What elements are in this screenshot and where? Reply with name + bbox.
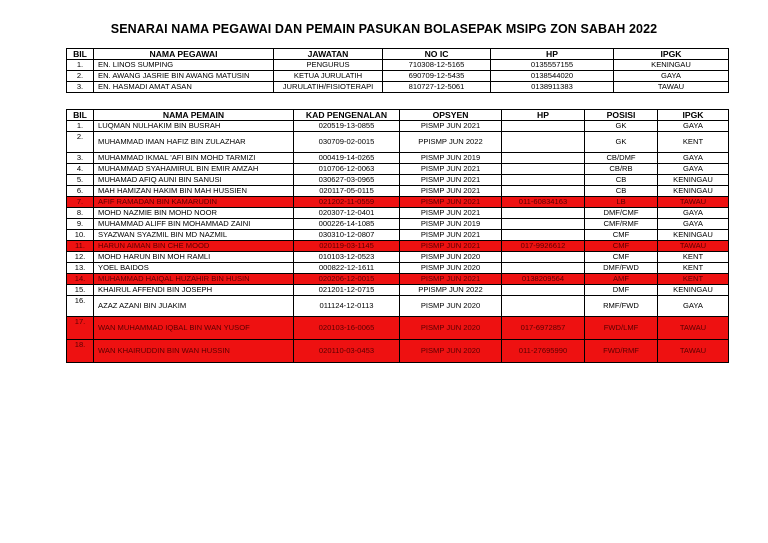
player-cell-nama: AZAZ AZANI BIN JUAKIM <box>94 296 294 317</box>
player-cell-nama: WAN MUHAMMAD IQBAL BIN WAN YUSOF <box>94 317 294 340</box>
player-cell-posisi: CMF <box>585 252 658 263</box>
page-title: SENARAI NAMA PEGAWAI DAN PEMAIN PASUKAN BOLASEPAK MSIPG ZON SABAH 2022 <box>110 22 658 36</box>
player-cell-bil: 5. <box>67 175 94 186</box>
player-cell-hp <box>502 219 585 230</box>
player-row <box>67 132 729 153</box>
player-header-row <box>67 110 729 121</box>
player-cell-kp: 021202-11-0559 <box>294 197 400 208</box>
player-cell-ipgk: TAWAU <box>658 340 729 363</box>
player-cell-posisi: LB <box>585 197 658 208</box>
player-cell-bil: 9. <box>67 219 94 230</box>
staff-header-nama: NAMA PEGAWAI <box>94 49 274 60</box>
staff-cell-bil: 3. <box>67 82 94 93</box>
player-row <box>67 186 729 197</box>
staff-header-bil: BIL <box>67 49 94 60</box>
player-cell-hp: 017-6972857 <box>502 317 585 340</box>
player-row <box>67 197 729 208</box>
staff-cell-bil: 2. <box>67 71 94 82</box>
player-cell-ipgk: TAWAU <box>658 317 729 340</box>
player-cell-posisi: AMF <box>585 274 658 285</box>
player-cell-opsyen: PISMP JUN 2021 <box>400 121 502 132</box>
player-cell-bil: 12. <box>67 252 94 263</box>
player-cell-kp: 000822-12-1611 <box>294 263 400 274</box>
staff-row <box>67 71 729 82</box>
player-cell-nama: YOEL BAIDOS <box>94 263 294 274</box>
player-cell-kp: 020206-12-0015 <box>294 274 400 285</box>
player-cell-opsyen: PISMP JUN 2021 <box>400 197 502 208</box>
staff-cell-ipgk: KENINGAU <box>614 60 729 71</box>
player-cell-nama: MOHD NAZMIE BIN MOHD NOOR <box>94 208 294 219</box>
player-cell-kp: 010706-12-0063 <box>294 164 400 175</box>
staff-cell-jawatan: KETUA JURULATIH <box>274 71 383 82</box>
player-cell-kp: 020519-13-0855 <box>294 121 400 132</box>
player-cell-ipgk: KENT <box>658 132 729 153</box>
staff-cell-bil: 1. <box>67 60 94 71</box>
staff-cell-ic: 710308-12-5165 <box>383 60 491 71</box>
player-cell-kp: 020119-03-1145 <box>294 241 400 252</box>
staff-header-jawatan: JAWATAN <box>274 49 383 60</box>
player-cell-kp: 000226-14-1085 <box>294 219 400 230</box>
player-header-opsyen: OPSYEN <box>400 110 502 121</box>
player-header-hp: HP <box>502 110 585 121</box>
player-cell-nama: LUQMAN NULHAKIM BIN BUSRAH <box>94 121 294 132</box>
player-row <box>67 241 729 252</box>
player-row <box>67 121 729 132</box>
player-cell-opsyen: PISMP JUN 2021 <box>400 164 502 175</box>
player-cell-hp <box>502 121 585 132</box>
staff-cell-jawatan: PENGURUS <box>274 60 383 71</box>
player-cell-hp: 011-60834163 <box>502 197 585 208</box>
player-cell-opsyen: PISMP JUN 2021 <box>400 241 502 252</box>
player-cell-bil: 3. <box>67 153 94 164</box>
player-row <box>67 274 729 285</box>
player-cell-ipgk: KENT <box>658 252 729 263</box>
player-cell-opsyen: PPISMP JUN 2022 <box>400 132 502 153</box>
player-cell-kp: 030627-03-0965 <box>294 175 400 186</box>
player-cell-nama: KHAIRUL AFFENDI BIN JOSEPH <box>94 285 294 296</box>
player-row <box>67 208 729 219</box>
player-cell-opsyen: PISMP JUN 2020 <box>400 252 502 263</box>
player-cell-opsyen: PISMP JUN 2021 <box>400 274 502 285</box>
staff-cell-hp: 0138544020 <box>491 71 614 82</box>
player-cell-nama: MOHD HARUN BIN MOH RAMLI <box>94 252 294 263</box>
player-cell-hp <box>502 263 585 274</box>
player-cell-hp <box>502 175 585 186</box>
player-cell-hp: 017-9926612 <box>502 241 585 252</box>
player-row <box>67 175 729 186</box>
player-cell-bil: 18. <box>67 340 94 363</box>
player-cell-bil: 13. <box>67 263 94 274</box>
player-cell-ipgk: KENINGAU <box>658 285 729 296</box>
player-cell-kp: 010103-12-0523 <box>294 252 400 263</box>
player-cell-posisi: CB/RB <box>585 164 658 175</box>
player-cell-posisi: CMF <box>585 241 658 252</box>
player-cell-kp: 021201-12-0715 <box>294 285 400 296</box>
player-cell-posisi: GK <box>585 121 658 132</box>
player-header-bil: BIL <box>67 110 94 121</box>
staff-cell-ic: 690709-12-5435 <box>383 71 491 82</box>
staff-row <box>67 82 729 93</box>
player-cell-bil: 16. <box>67 296 94 317</box>
player-cell-hp <box>502 186 585 197</box>
player-cell-posisi: DMF <box>585 285 658 296</box>
player-row <box>67 340 729 363</box>
player-row <box>67 164 729 175</box>
player-cell-posisi: GK <box>585 132 658 153</box>
staff-cell-ipgk: TAWAU <box>614 82 729 93</box>
player-row <box>67 230 729 241</box>
player-cell-kp: 011124-12-0113 <box>294 296 400 317</box>
staff-cell-nama: EN. LINOS SUMPING <box>94 60 274 71</box>
staff-table <box>66 48 729 93</box>
player-cell-hp <box>502 285 585 296</box>
player-cell-ipgk: GAYA <box>658 296 729 317</box>
staff-cell-hp: 0135557155 <box>491 60 614 71</box>
player-cell-bil: 11. <box>67 241 94 252</box>
player-cell-nama: SYAZWAN SYAZMIL BIN MD NAZMIL <box>94 230 294 241</box>
player-header-nama: NAMA PEMAIN <box>94 110 294 121</box>
player-cell-ipgk: KENINGAU <box>658 230 729 241</box>
player-cell-ipgk: GAYA <box>658 219 729 230</box>
player-cell-bil: 14. <box>67 274 94 285</box>
player-header-posisi: POSISI <box>585 110 658 121</box>
player-cell-kp: 000419-14-0265 <box>294 153 400 164</box>
player-row <box>67 263 729 274</box>
player-row <box>67 219 729 230</box>
player-cell-nama: MAH HAMIZAN HAKIM BIN MAH HUSSIEN <box>94 186 294 197</box>
player-cell-opsyen: PPISMP JUN 2022 <box>400 285 502 296</box>
player-cell-nama: MUHAMMAD ALIFF BIN MOHAMMAD ZAINI <box>94 219 294 230</box>
player-row <box>67 296 729 317</box>
player-cell-posisi: DMF/FWD <box>585 263 658 274</box>
player-cell-hp: 0138209564 <box>502 274 585 285</box>
player-row <box>67 317 729 340</box>
staff-header-hp: HP <box>491 49 614 60</box>
staff-cell-nama: EN. HASMADI AMAT ASAN <box>94 82 274 93</box>
player-cell-bil: 2. <box>67 132 94 153</box>
player-cell-ipgk: KENINGAU <box>658 186 729 197</box>
player-cell-ipgk: TAWAU <box>658 197 729 208</box>
player-cell-bil: 17. <box>67 317 94 340</box>
player-cell-hp <box>502 252 585 263</box>
player-cell-posisi: RMF/FWD <box>585 296 658 317</box>
player-cell-bil: 6. <box>67 186 94 197</box>
player-cell-kp: 020307-12-0401 <box>294 208 400 219</box>
player-cell-posisi: DMF/CMF <box>585 208 658 219</box>
player-cell-bil: 4. <box>67 164 94 175</box>
player-cell-opsyen: PISMP JUN 2020 <box>400 296 502 317</box>
player-cell-posisi: CB/DMF <box>585 153 658 164</box>
player-cell-opsyen: PISMP JUN 2020 <box>400 317 502 340</box>
player-cell-ipgk: GAYA <box>658 208 729 219</box>
player-cell-ipgk: TAWAU <box>658 241 729 252</box>
player-cell-opsyen: PISMP JUN 2021 <box>400 230 502 241</box>
player-cell-kp: 030310-12-0807 <box>294 230 400 241</box>
player-cell-nama: MUHAMMAD SYAHAMIRUL BIN EMIR AMZAH <box>94 164 294 175</box>
player-row <box>67 252 729 263</box>
player-cell-nama: AFIF RAMADAN BIN KAMARUDIN <box>94 197 294 208</box>
player-cell-posisi: CMF/RMF <box>585 219 658 230</box>
player-cell-ipgk: GAYA <box>658 153 729 164</box>
player-cell-posisi: CMF <box>585 230 658 241</box>
player-cell-opsyen: PISMP JUN 2019 <box>400 153 502 164</box>
player-cell-hp: 011-27695990 <box>502 340 585 363</box>
player-cell-opsyen: PISMP JUN 2020 <box>400 340 502 363</box>
player-cell-opsyen: PISMP JUN 2020 <box>400 263 502 274</box>
player-table <box>66 109 729 363</box>
player-cell-hp <box>502 164 585 175</box>
player-cell-posisi: FWD/RMF <box>585 340 658 363</box>
player-cell-nama: HARUN AIMAN BIN CHE MOOD <box>94 241 294 252</box>
player-cell-ipgk: KENT <box>658 274 729 285</box>
player-cell-hp <box>502 153 585 164</box>
player-cell-ipgk: GAYA <box>658 121 729 132</box>
player-cell-opsyen: PISMP JUN 2021 <box>400 186 502 197</box>
player-row <box>67 285 729 296</box>
player-header-kp: KAD PENGENALAN <box>294 110 400 121</box>
staff-header-ipgk: IPGK <box>614 49 729 60</box>
player-cell-posisi: CB <box>585 175 658 186</box>
player-cell-bil: 7. <box>67 197 94 208</box>
player-cell-kp: 020103-16-0065 <box>294 317 400 340</box>
staff-header-row <box>67 49 729 60</box>
player-cell-nama: MUHAMMAD IKMAL 'AFI BIN MOHD TARMIZI <box>94 153 294 164</box>
player-cell-hp <box>502 296 585 317</box>
staff-cell-nama: EN. AWANG JASRIE BIN AWANG MATUSIN <box>94 71 274 82</box>
staff-header-ic: NO IC <box>383 49 491 60</box>
player-header-ipgk: IPGK <box>658 110 729 121</box>
player-cell-opsyen: PISMP JUN 2021 <box>400 175 502 186</box>
player-cell-bil: 8. <box>67 208 94 219</box>
player-cell-nama: MUHAMAD AFIQ AUNI BIN SANUSI <box>94 175 294 186</box>
player-cell-posisi: FWD/LMF <box>585 317 658 340</box>
player-cell-kp: 020110-03-0453 <box>294 340 400 363</box>
player-cell-kp: 030709-02-0015 <box>294 132 400 153</box>
staff-cell-jawatan: JURULATIH/FISIOTERAPI <box>274 82 383 93</box>
player-cell-ipgk: GAYA <box>658 164 729 175</box>
player-cell-bil: 1. <box>67 121 94 132</box>
player-row <box>67 153 729 164</box>
player-cell-bil: 15. <box>67 285 94 296</box>
player-cell-nama: MUHAMMAD HAIQAL HUZAHIR BIN HUSIN <box>94 274 294 285</box>
staff-cell-ipgk: GAYA <box>614 71 729 82</box>
player-cell-hp <box>502 132 585 153</box>
staff-cell-ic: 810727-12-5061 <box>383 82 491 93</box>
player-cell-hp <box>502 208 585 219</box>
player-cell-nama: MUHAMMAD IMAN HAFIZ BIN ZULAZHAR <box>94 132 294 153</box>
staff-row <box>67 60 729 71</box>
player-cell-nama: WAN KHAIRUDDIN BIN WAN HUSSIN <box>94 340 294 363</box>
player-cell-bil: 10. <box>67 230 94 241</box>
player-cell-kp: 020117-05-0115 <box>294 186 400 197</box>
player-cell-opsyen: PISMP JUN 2021 <box>400 208 502 219</box>
player-cell-opsyen: PISMP JUN 2019 <box>400 219 502 230</box>
player-cell-posisi: CB <box>585 186 658 197</box>
player-cell-ipgk: KENT <box>658 263 729 274</box>
player-cell-hp <box>502 230 585 241</box>
staff-cell-hp: 0138911383 <box>491 82 614 93</box>
player-cell-ipgk: KENINGAU <box>658 175 729 186</box>
